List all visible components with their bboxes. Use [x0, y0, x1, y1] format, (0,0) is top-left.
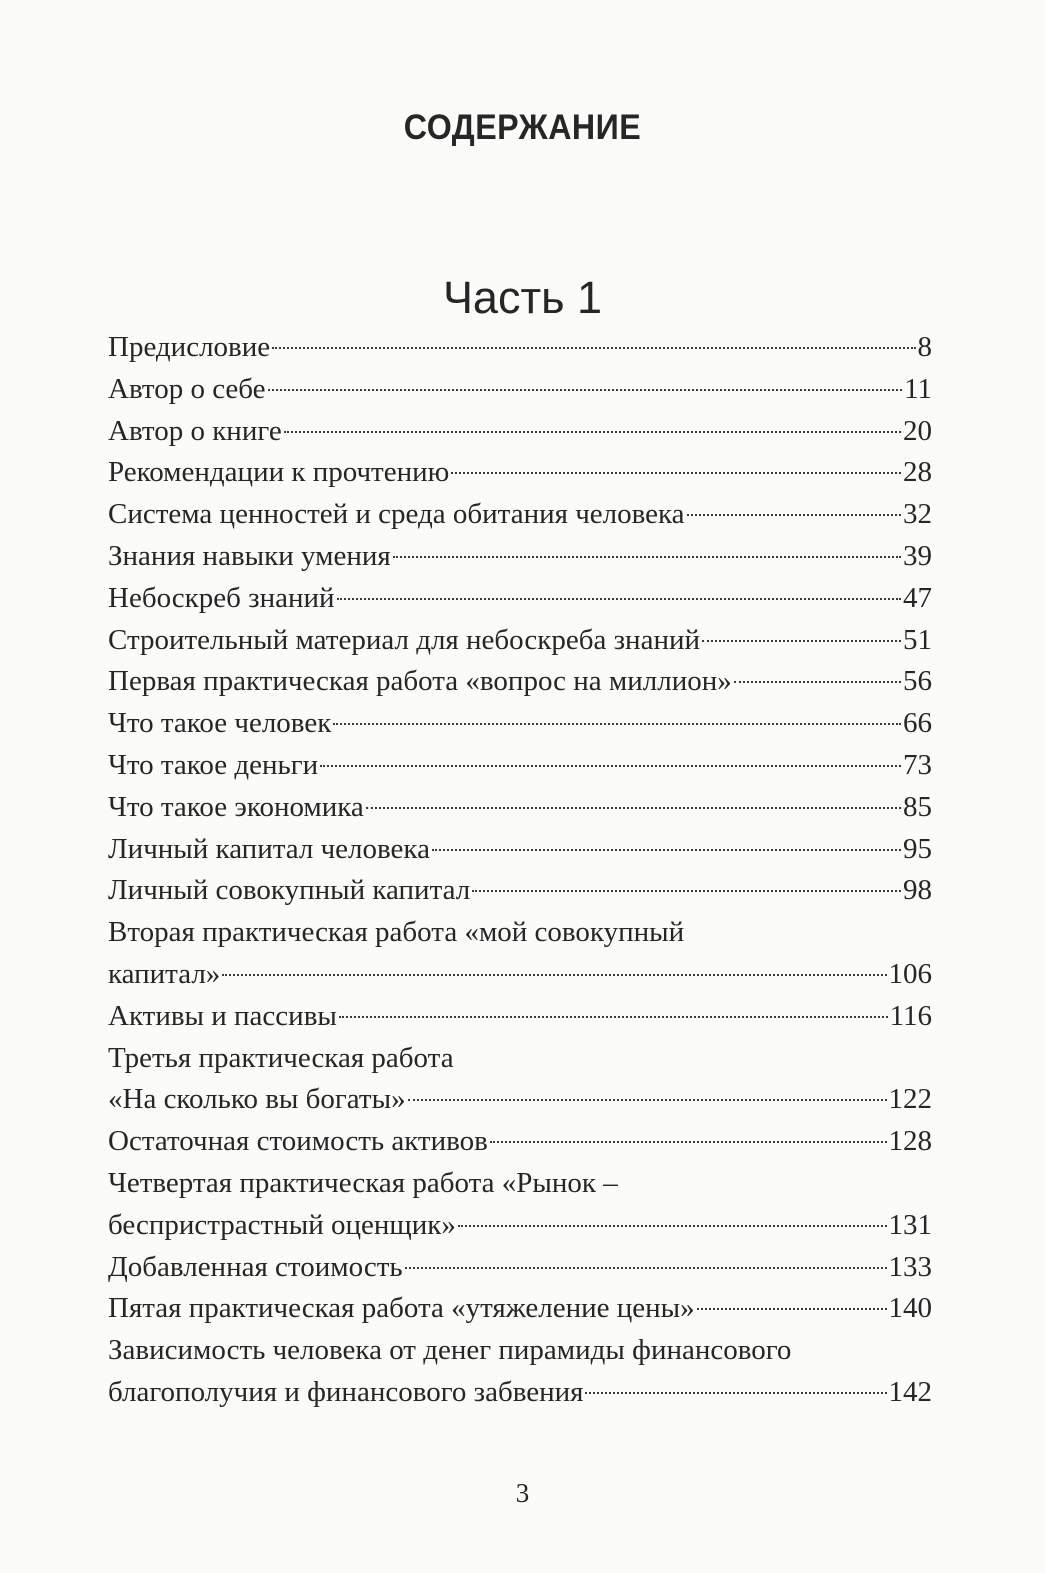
- toc-entry-page: 39: [903, 539, 932, 572]
- toc-entry-page: 28: [903, 456, 932, 489]
- dot-leader: [333, 723, 901, 725]
- toc-entry-title: Предисловие: [108, 331, 271, 363]
- toc-entry-title: Что такое экономика: [108, 790, 364, 823]
- page-number: 3: [515, 1478, 530, 1508]
- dot-leader: [222, 974, 886, 976]
- toc-entry[interactable]: [108, 1163, 932, 1247]
- toc-entry[interactable]: [108, 661, 932, 703]
- toc-entry-page: 47: [903, 581, 932, 614]
- toc-entry-page: 85: [903, 790, 932, 823]
- toc-entry[interactable]: [108, 1288, 932, 1330]
- part-title: Часть 1: [442, 272, 603, 323]
- page-title: СОДЕРЖАНИЕ: [403, 108, 642, 147]
- toc-entry-title-line1: Вторая практическая работа «мой совокупный: [108, 916, 685, 949]
- toc-entry-page: 122: [888, 1083, 932, 1116]
- toc-entry-title: Личный капитал человека: [108, 832, 430, 865]
- toc-entry-title: беспристрастный оценщик»: [108, 1208, 456, 1241]
- toc-entry-title: Автор о себе: [108, 372, 266, 405]
- toc-entry[interactable]: [108, 912, 932, 996]
- dot-leader: [451, 472, 901, 474]
- toc-entry[interactable]: [108, 1247, 932, 1289]
- dot-leader: [734, 681, 901, 683]
- dot-leader: [585, 1392, 886, 1394]
- toc-entry[interactable]: [108, 1330, 932, 1414]
- dot-leader: [405, 1267, 887, 1269]
- toc-entry-title: Рекомендации к прочтению: [108, 456, 450, 489]
- toc-entry-page: 73: [903, 748, 932, 781]
- dot-leader: [284, 431, 901, 433]
- toc-entry-title: благополучия и финансового забвения: [108, 1375, 584, 1408]
- dot-leader: [337, 598, 901, 600]
- toc-entry-page: 51: [903, 623, 932, 656]
- toc-entry[interactable]: [108, 787, 932, 829]
- dot-leader: [272, 347, 915, 349]
- toc-entry[interactable]: [108, 996, 932, 1038]
- toc-entry-page: 133: [888, 1250, 932, 1283]
- toc-entry-title: капитал»: [108, 957, 221, 990]
- toc-entry-page: 95: [903, 832, 932, 865]
- toc-entry-title: Остаточная стоимость активов: [108, 1125, 488, 1158]
- toc-entry-page: 98: [903, 874, 932, 907]
- toc-entry-title: Система ценностей и среда обитания человека: [108, 498, 685, 531]
- toc-entry-title: Автор о книге: [108, 414, 282, 447]
- toc-entry-page: 20: [903, 414, 932, 447]
- toc-entry-title: Знания навыки умения: [108, 539, 391, 572]
- toc-entry[interactable]: [108, 703, 932, 745]
- dot-leader: [393, 556, 901, 558]
- toc-entry-title: Активы и пассивы: [108, 999, 337, 1032]
- toc-entry[interactable]: [108, 870, 932, 912]
- toc-entry-title: Пятая практическая работа «утяжеление цены»: [108, 1292, 695, 1325]
- toc-entry[interactable]: [108, 829, 932, 871]
- toc-entry-page: 56: [903, 665, 932, 698]
- toc-entry[interactable]: [108, 452, 932, 494]
- dot-leader: [408, 1099, 887, 1101]
- toc-entry[interactable]: [108, 369, 932, 411]
- toc-entry-page: 11: [904, 372, 932, 405]
- toc-entry-title: Первая практическая работа «вопрос на миллион»: [108, 665, 732, 698]
- toc-entry-title: Строительный материал для небоскреба знаний: [108, 623, 701, 656]
- toc-entry-page: 106: [888, 957, 932, 990]
- dot-leader: [702, 640, 901, 642]
- toc-entry-title: Небоскреб знаний: [108, 581, 335, 614]
- toc-entry-page: 140: [888, 1292, 932, 1325]
- toc-entry-title-line1: Третья практическая работа: [108, 1041, 454, 1074]
- toc-entry-title: Что такое деньги: [108, 748, 319, 781]
- toc-entry[interactable]: [108, 620, 932, 662]
- dot-leader: [339, 1016, 888, 1018]
- toc-entry-title: Что такое человек: [108, 707, 332, 740]
- toc-entry-title: «На сколько вы богаты»: [108, 1083, 406, 1116]
- dot-leader: [490, 1141, 887, 1143]
- dot-leader: [697, 1308, 887, 1310]
- toc-entry-title-line1: Четвертая практическая работа «Рынок –: [108, 1166, 618, 1199]
- toc-entry-page: 142: [888, 1375, 932, 1408]
- toc-entry[interactable]: [108, 745, 932, 787]
- toc-entry-page: 66: [903, 707, 932, 740]
- toc-entry-title: Личный совокупный капитал: [108, 874, 471, 907]
- toc-entry-page: 32: [903, 498, 932, 531]
- dot-leader: [472, 890, 901, 892]
- dot-leader: [268, 389, 903, 391]
- toc-entry-title-line1: Зависимость человека от денег пирамиды финансового: [108, 1334, 792, 1367]
- dot-leader: [366, 807, 901, 809]
- table-of-contents: [108, 327, 932, 1414]
- toc-entry[interactable]: [108, 578, 932, 620]
- dot-leader: [320, 765, 901, 767]
- toc-entry[interactable]: [108, 411, 932, 453]
- dot-leader: [687, 514, 901, 516]
- toc-entry-page: 8: [917, 331, 932, 363]
- toc-entry[interactable]: [108, 1121, 932, 1163]
- toc-entry[interactable]: [108, 536, 932, 578]
- dot-leader: [432, 849, 901, 851]
- toc-entry[interactable]: [108, 494, 932, 536]
- toc-entry-title: Добавленная стоимость: [108, 1250, 403, 1283]
- toc-entry-page: 116: [889, 999, 932, 1032]
- toc-entry[interactable]: [108, 1038, 932, 1122]
- toc-entry-page: 131: [888, 1208, 932, 1241]
- toc-entry-page: 128: [888, 1125, 932, 1158]
- toc-entry[interactable]: [108, 327, 932, 369]
- dot-leader: [458, 1225, 887, 1227]
